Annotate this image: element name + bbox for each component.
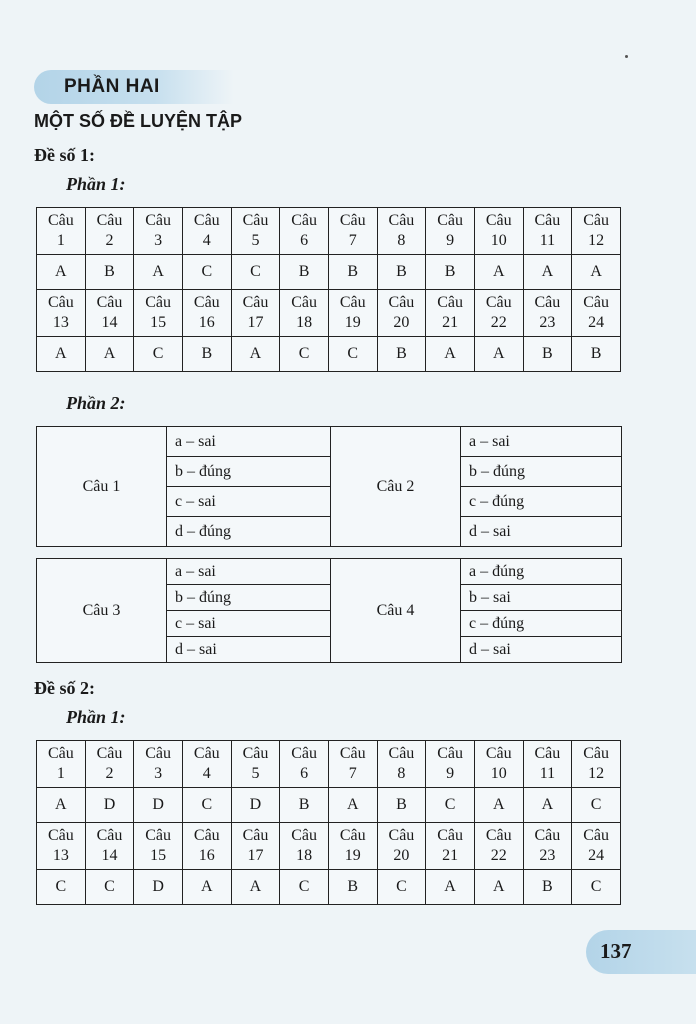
question-cell	[426, 290, 475, 337]
answer-cell: A	[85, 337, 134, 372]
question-word: Câu	[96, 212, 123, 229]
question-word: Câu	[242, 212, 269, 229]
answer-cell: C	[182, 788, 231, 823]
question-word: Câu	[145, 212, 172, 229]
answer-cell: A	[231, 337, 280, 372]
question-number: 16	[198, 314, 215, 331]
question-name: Câu 3	[37, 559, 167, 663]
answer-cell: A	[231, 870, 280, 905]
question-cell	[85, 290, 134, 337]
question-cell	[328, 823, 377, 870]
answer-cell: A	[572, 255, 621, 290]
test-1-label: Đề số 1:	[34, 145, 95, 165]
answer-cell: A	[182, 870, 231, 905]
tf-answer: d – sai	[167, 637, 331, 663]
page-heading: MỘT SỐ ĐỀ LUYỆN TẬP	[34, 111, 243, 131]
answer-cell: C	[377, 870, 426, 905]
section-title: PHẦN HAI	[64, 76, 160, 97]
answer-cell: A	[523, 255, 572, 290]
question-number: 1	[56, 232, 65, 249]
question-cell	[37, 741, 86, 788]
question-cell	[134, 741, 183, 788]
test-2-part1-label: Phần 1:	[66, 707, 126, 727]
question-word: Câu	[534, 212, 561, 229]
answer-cell: A	[426, 870, 475, 905]
question-word: Câu	[193, 827, 220, 844]
question-cell	[523, 290, 572, 337]
question-number: 18	[296, 314, 313, 331]
page-number-tab	[586, 930, 696, 974]
question-cell	[134, 290, 183, 337]
answer-cell: C	[572, 870, 621, 905]
answer-cell: B	[280, 255, 329, 290]
question-number: 23	[539, 314, 556, 331]
question-cell	[37, 823, 86, 870]
question-cell	[572, 290, 621, 337]
question-word: Câu	[437, 745, 463, 762]
section-tab	[34, 70, 234, 104]
question-cell	[474, 208, 523, 255]
question-cell	[231, 208, 280, 255]
question-number: 12	[588, 765, 605, 782]
question-word: Câu	[583, 212, 609, 229]
question-word: Câu	[437, 294, 463, 311]
question-number: 6	[300, 232, 309, 249]
answer-cell: B	[280, 788, 329, 823]
answer-cell: A	[474, 870, 523, 905]
question-number: 22	[490, 314, 507, 331]
answer-cell: B	[377, 337, 426, 372]
answer-cell: B	[572, 337, 621, 372]
question-number: 2	[105, 232, 114, 249]
question-number: 20	[393, 314, 410, 331]
question-number: 11	[539, 765, 556, 782]
question-word: Câu	[242, 294, 269, 311]
answer-cell: C	[280, 337, 329, 372]
question-word: Câu	[388, 745, 415, 762]
test-1-part2-label: Phần 2:	[66, 393, 126, 413]
question-number: 24	[588, 847, 605, 864]
answer-cell: D	[134, 870, 183, 905]
question-word: Câu	[242, 827, 269, 844]
question-cell	[377, 290, 426, 337]
question-word: Câu	[339, 827, 366, 844]
question-word: Câu	[47, 827, 74, 844]
tf-answer: b – đúng	[167, 457, 331, 487]
test-1-part1-table	[36, 207, 621, 372]
tf-answer: d – đúng	[167, 517, 331, 547]
answer-row	[37, 255, 621, 290]
answer-cell: C	[572, 788, 621, 823]
print-speck	[625, 55, 628, 58]
tf-answer: a – sai	[167, 427, 331, 457]
question-word: Câu	[388, 294, 415, 311]
question-number: 16	[198, 847, 215, 864]
question-word: Câu	[485, 294, 512, 311]
answer-cell: B	[85, 255, 134, 290]
question-cell	[377, 208, 426, 255]
answer-cell: A	[37, 788, 86, 823]
question-cell	[280, 741, 329, 788]
question-cell	[231, 823, 280, 870]
question-word: Câu	[47, 745, 74, 762]
question-number: 14	[101, 314, 118, 331]
question-name: Câu 2	[331, 427, 461, 547]
question-word: Câu	[47, 294, 74, 311]
question-word: Câu	[388, 827, 415, 844]
answer-cell: B	[377, 255, 426, 290]
question-cell	[182, 208, 231, 255]
answer-row	[37, 870, 621, 905]
question-number: 6	[300, 765, 309, 782]
test-2-part1-table	[36, 740, 621, 905]
question-cell	[231, 741, 280, 788]
question-word: Câu	[96, 745, 123, 762]
question-cell	[280, 208, 329, 255]
answer-cell: C	[231, 255, 280, 290]
question-word: Câu	[145, 745, 172, 762]
test-1-part1-label: Phần 1:	[66, 174, 126, 194]
question-row	[37, 823, 621, 870]
question-number: 17	[247, 314, 264, 331]
tf-answer: a – sai	[167, 559, 331, 585]
question-number: 11	[539, 232, 556, 249]
question-number: 3	[154, 232, 163, 249]
answer-cell: B	[328, 255, 377, 290]
question-number: 22	[490, 847, 507, 864]
question-word: Câu	[242, 745, 269, 762]
answer-cell: C	[182, 255, 231, 290]
question-cell	[280, 823, 329, 870]
answer-cell: B	[523, 337, 572, 372]
question-word: Câu	[193, 294, 220, 311]
question-word: Câu	[534, 745, 561, 762]
question-cell	[474, 290, 523, 337]
answer-row	[37, 337, 621, 372]
question-word: Câu	[534, 827, 561, 844]
question-word: Câu	[339, 294, 366, 311]
question-number: 19	[344, 847, 361, 864]
page-number: 137	[600, 939, 632, 963]
answer-cell: A	[134, 255, 183, 290]
question-word: Câu	[339, 212, 366, 229]
answer-cell: A	[37, 255, 86, 290]
answer-cell: C	[328, 337, 377, 372]
question-cell	[523, 208, 572, 255]
question-word: Câu	[291, 294, 317, 311]
test-2-label: Đề số 2:	[34, 678, 95, 698]
question-cell	[474, 823, 523, 870]
question-cell	[37, 290, 86, 337]
question-word: Câu	[96, 827, 123, 844]
question-cell	[328, 290, 377, 337]
answer-cell: B	[426, 255, 475, 290]
tf-answer: d – sai	[461, 517, 622, 547]
question-cell	[328, 741, 377, 788]
question-cell	[377, 741, 426, 788]
answer-cell: B	[523, 870, 572, 905]
answer-cell: A	[474, 255, 523, 290]
question-word: Câu	[583, 294, 609, 311]
question-number: 4	[202, 765, 211, 782]
question-cell	[523, 741, 572, 788]
tf-answer: c – đúng	[461, 611, 622, 637]
question-number: 21	[442, 847, 459, 864]
question-cell	[37, 208, 86, 255]
question-word: Câu	[145, 294, 172, 311]
question-cell	[85, 741, 134, 788]
question-number: 23	[539, 847, 556, 864]
question-number: 24	[588, 314, 605, 331]
question-number: 5	[251, 232, 260, 249]
answer-cell: A	[474, 337, 523, 372]
tf-answer: c – đúng	[461, 487, 622, 517]
question-cell	[572, 208, 621, 255]
question-word: Câu	[291, 745, 317, 762]
question-number: 13	[52, 314, 69, 331]
question-word: Câu	[291, 212, 317, 229]
question-number: 7	[348, 232, 357, 249]
question-number: 10	[490, 765, 507, 782]
question-number: 1	[56, 765, 65, 782]
question-name: Câu 4	[331, 559, 461, 663]
question-word: Câu	[47, 212, 74, 229]
question-cell	[474, 741, 523, 788]
question-word: Câu	[96, 294, 123, 311]
answer-cell: A	[474, 788, 523, 823]
question-number: 15	[150, 847, 167, 864]
tf-answer: a – sai	[461, 427, 622, 457]
test-1-part2-table-b	[36, 558, 622, 663]
question-word: Câu	[437, 212, 463, 229]
question-cell	[328, 208, 377, 255]
answer-cell: A	[328, 788, 377, 823]
tf-answer: b – sai	[461, 585, 622, 611]
question-row	[37, 741, 621, 788]
question-cell	[182, 823, 231, 870]
question-word: Câu	[583, 745, 609, 762]
question-word: Câu	[485, 827, 512, 844]
question-number: 18	[296, 847, 313, 864]
question-word: Câu	[583, 827, 609, 844]
answer-cell: D	[231, 788, 280, 823]
question-cell	[134, 823, 183, 870]
question-number: 8	[397, 232, 406, 249]
question-word: Câu	[534, 294, 561, 311]
question-number: 4	[202, 232, 211, 249]
question-name: Câu 1	[37, 427, 167, 547]
question-cell	[134, 208, 183, 255]
question-word: Câu	[339, 745, 366, 762]
tf-answer: b – đúng	[461, 457, 622, 487]
question-cell	[426, 208, 475, 255]
question-cell	[523, 823, 572, 870]
question-number: 8	[397, 765, 406, 782]
question-word: Câu	[291, 827, 317, 844]
tf-answer: c – sai	[167, 611, 331, 637]
question-number: 10	[490, 232, 507, 249]
question-row	[37, 290, 621, 337]
question-number: 20	[393, 847, 410, 864]
question-word: Câu	[193, 212, 220, 229]
tf-answer: d – sai	[461, 637, 622, 663]
answer-cell: B	[182, 337, 231, 372]
test-1-part2-table-a	[36, 426, 622, 547]
question-cell	[231, 290, 280, 337]
question-word: Câu	[193, 745, 220, 762]
tf-answer: c – sai	[167, 487, 331, 517]
answer-cell: A	[523, 788, 572, 823]
question-number: 9	[446, 765, 455, 782]
question-number: 15	[150, 314, 167, 331]
tf-answer: b – đúng	[167, 585, 331, 611]
question-cell	[85, 208, 134, 255]
answer-cell: C	[85, 870, 134, 905]
question-number: 5	[251, 765, 260, 782]
answer-cell: B	[328, 870, 377, 905]
question-number: 17	[247, 847, 264, 864]
question-word: Câu	[388, 212, 415, 229]
question-number: 13	[52, 847, 69, 864]
answer-cell: A	[37, 337, 86, 372]
question-word: Câu	[485, 745, 512, 762]
answer-cell: B	[377, 788, 426, 823]
answer-cell: C	[37, 870, 86, 905]
question-number: 19	[344, 314, 361, 331]
answer-row	[37, 788, 621, 823]
tf-answer: a – đúng	[461, 559, 622, 585]
question-cell	[377, 823, 426, 870]
question-cell	[85, 823, 134, 870]
answer-cell: D	[134, 788, 183, 823]
answer-cell: D	[85, 788, 134, 823]
question-cell	[426, 741, 475, 788]
question-word: Câu	[485, 212, 512, 229]
question-cell	[182, 741, 231, 788]
question-number: 21	[442, 314, 459, 331]
question-number: 2	[105, 765, 114, 782]
question-cell	[426, 823, 475, 870]
question-row	[37, 208, 621, 255]
answer-cell: C	[134, 337, 183, 372]
question-word: Câu	[145, 827, 172, 844]
answer-cell: C	[426, 788, 475, 823]
question-word: Câu	[437, 827, 463, 844]
question-cell	[572, 741, 621, 788]
answer-cell: C	[280, 870, 329, 905]
question-number: 12	[588, 232, 605, 249]
question-cell	[280, 290, 329, 337]
question-cell	[182, 290, 231, 337]
answer-cell: A	[426, 337, 475, 372]
question-number: 9	[446, 232, 455, 249]
question-number: 7	[348, 765, 357, 782]
question-number: 14	[101, 847, 118, 864]
question-number: 3	[154, 765, 163, 782]
question-cell	[572, 823, 621, 870]
